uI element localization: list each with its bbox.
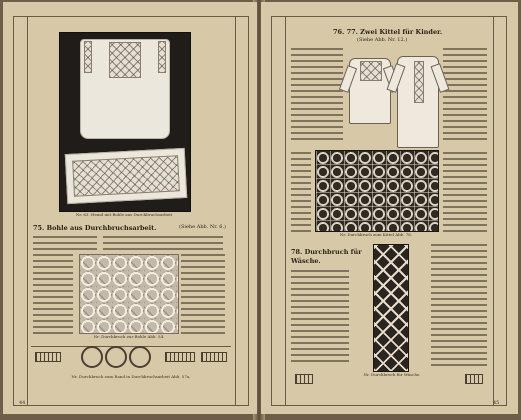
section-heading: 75. Bohle aus Durchbruchsarbeit.: [33, 224, 157, 232]
text-column: [443, 152, 487, 232]
section2-subheading: Wäsche.: [291, 257, 321, 265]
border-motif: [165, 352, 195, 362]
section-reference: (Siehe Abb. Nr. 12.): [357, 37, 408, 43]
text-column: [291, 270, 349, 366]
section-reference: (Siehe Abb. Nr. 6.): [179, 224, 227, 230]
text-column: [181, 254, 225, 336]
border-motif: [35, 352, 61, 362]
text-column: [291, 48, 343, 144]
page-number: 44: [19, 400, 26, 406]
lace-cloth: [65, 148, 187, 204]
ring-motif: [105, 346, 127, 368]
left-page: [3, 2, 257, 414]
text-column: [443, 48, 487, 144]
ring-motif: [129, 346, 151, 368]
lace-strip-image: [373, 244, 409, 372]
page-number: 45: [493, 400, 500, 406]
border-rule: [31, 346, 231, 347]
text-column: [33, 236, 97, 250]
text-column: [431, 244, 487, 366]
section-heading: 76. 77. Zwei Kittel für Kinder.: [333, 28, 443, 36]
bottom-caption: Nr. Durchbruch zum Rand in Durchbruchsarbeit Abb. 57a.: [71, 374, 191, 379]
text-column: [291, 152, 311, 232]
section2-heading: 78. Durchbruch für: [291, 248, 362, 256]
lace-detail-image: [79, 254, 179, 334]
right-page: [261, 2, 518, 414]
frame-rule: [27, 16, 28, 406]
ring-motif: [81, 346, 103, 368]
camisole-photo: [59, 32, 191, 212]
detail-caption: Nr. Durchbruch zum Kittel Abb. 76.: [339, 232, 413, 237]
lace-yoke: [109, 42, 141, 78]
border-motif: [295, 374, 313, 384]
lace-panel: [72, 155, 180, 196]
frame-rule: [285, 16, 286, 406]
photo-caption: Nr. 63. Hemd mit Bohle aus Durchbruchsarbeit: [75, 212, 173, 217]
lace-detail-image: [315, 150, 439, 232]
text-column: [33, 254, 73, 336]
border-motif: [201, 352, 227, 362]
lace-strap: [158, 41, 166, 73]
dress-placket: [414, 61, 424, 103]
text-column: [103, 236, 223, 250]
frame-rule: [235, 16, 236, 406]
lace-strap: [84, 41, 92, 73]
strip-caption: Nr. Durchbruch für Wäsche.: [363, 372, 421, 377]
border-motif: [465, 374, 483, 384]
detail-caption: Nr. Durchbruch zur Bohle Abb. 54.: [93, 334, 165, 339]
camisole-garment: [80, 39, 170, 139]
frame-rule: [493, 16, 494, 406]
smock-yoke: [360, 61, 382, 81]
